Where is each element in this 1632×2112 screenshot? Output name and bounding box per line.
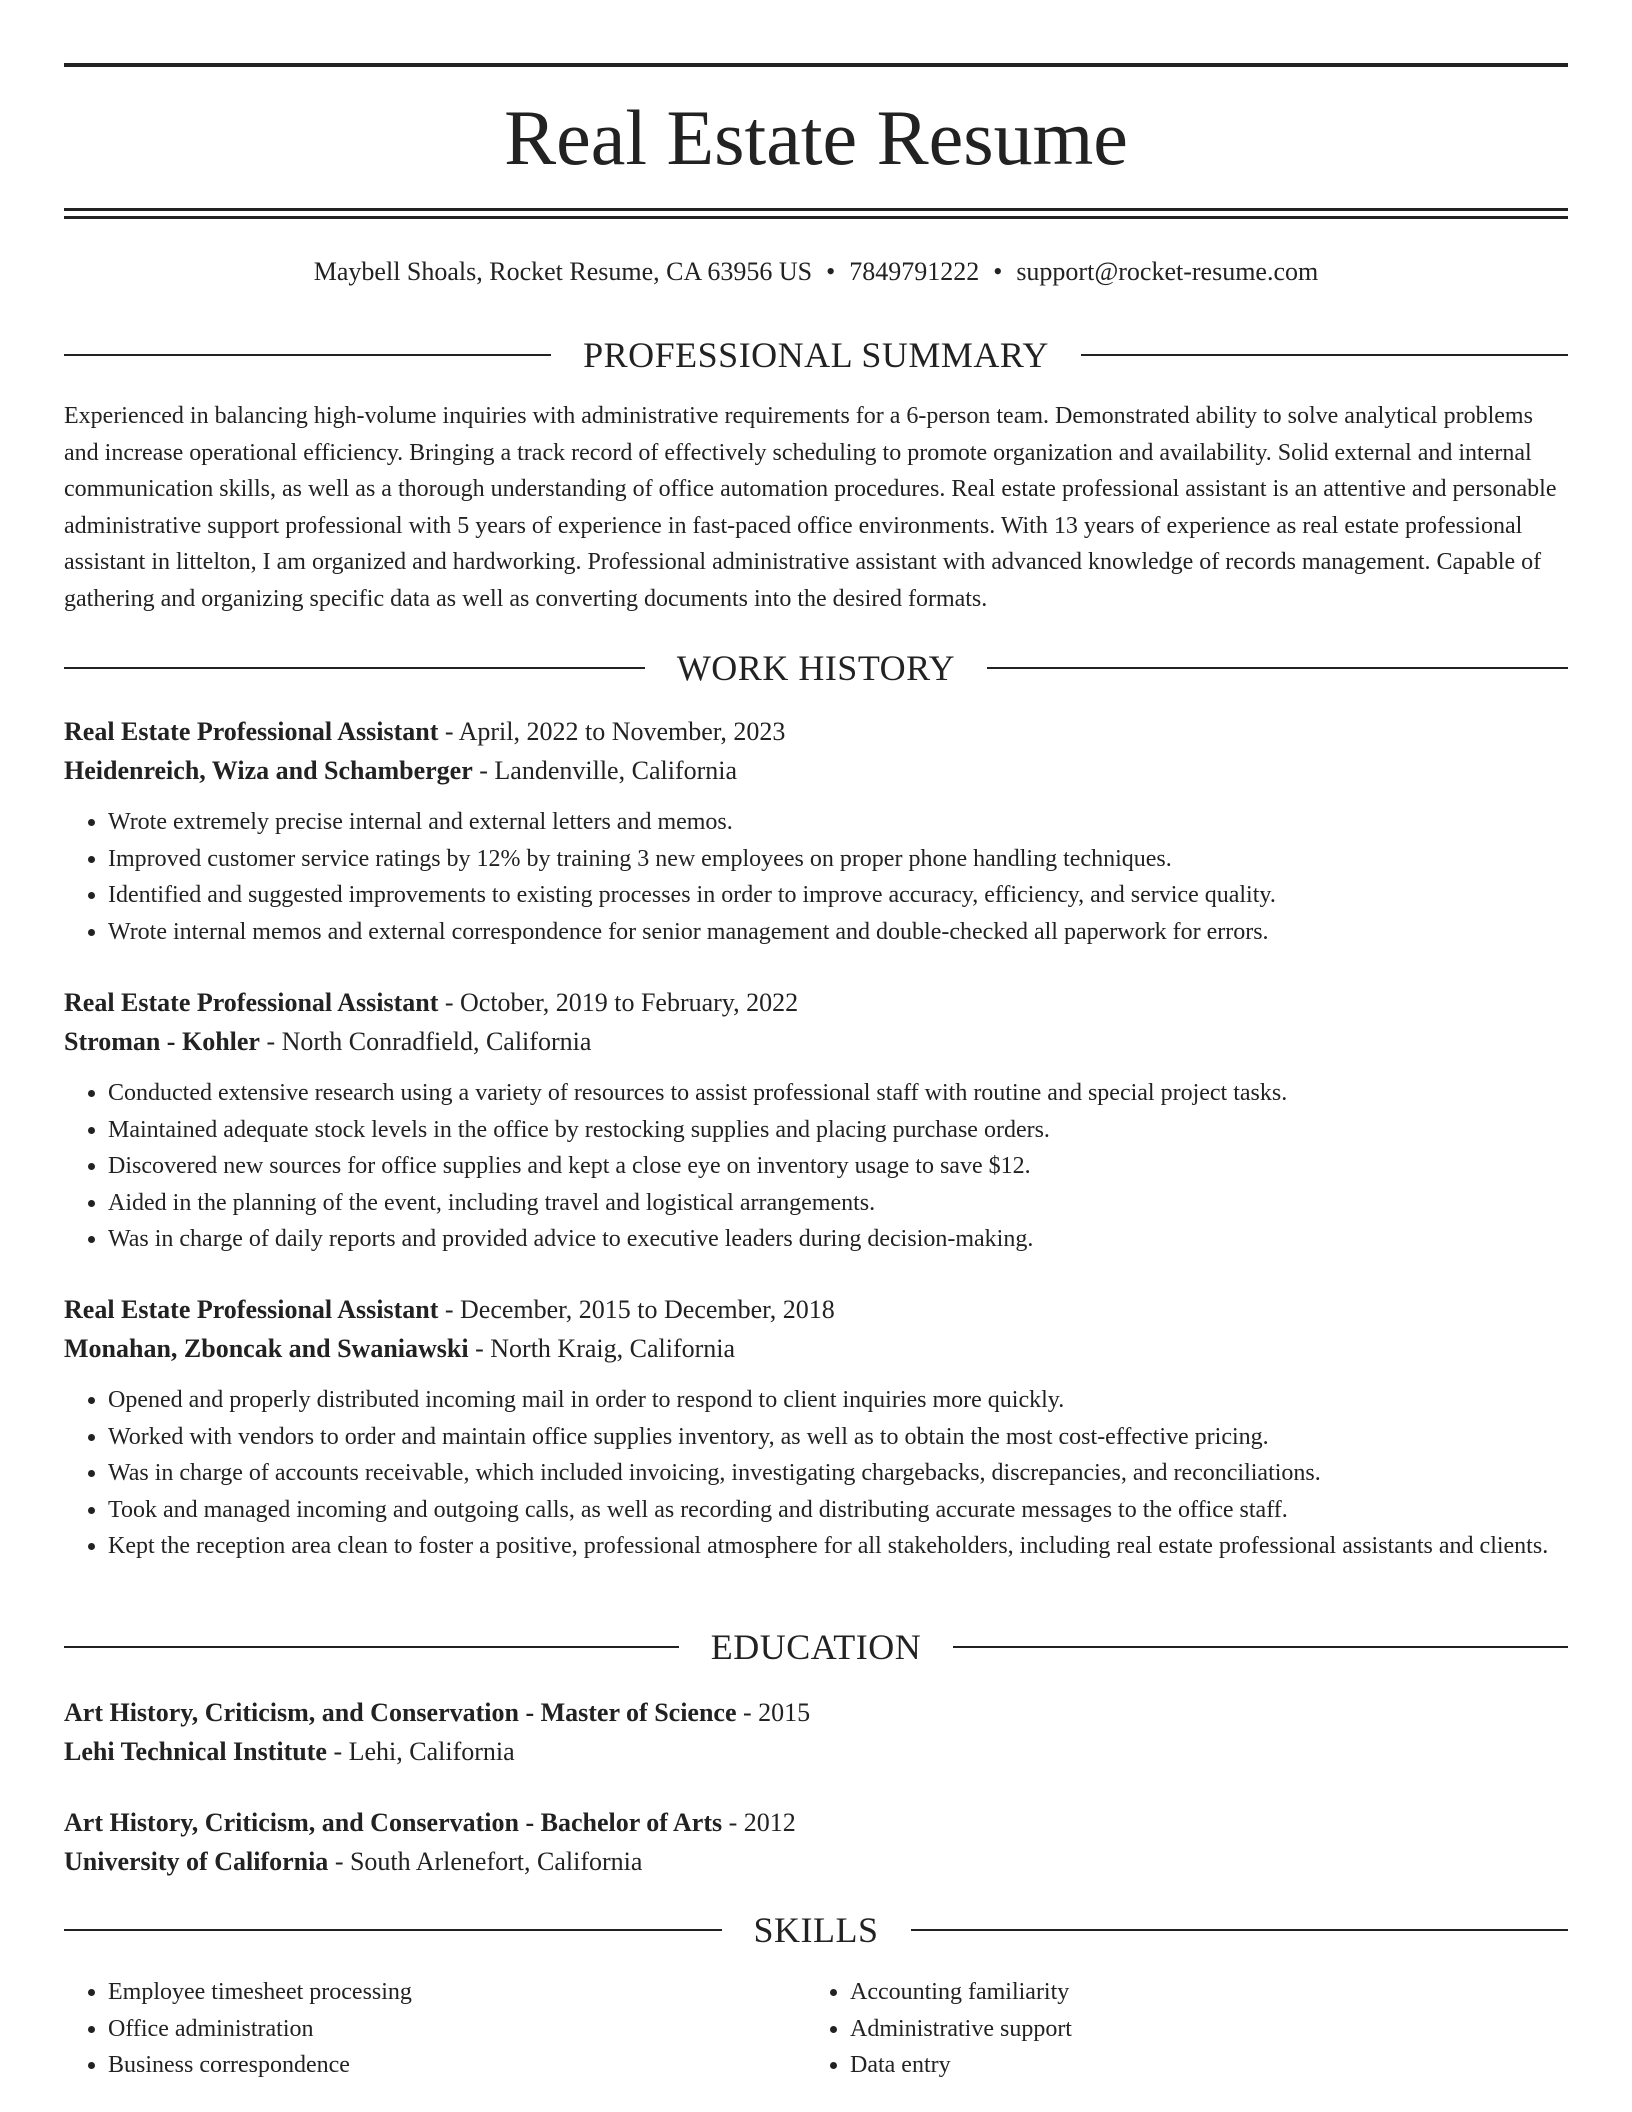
skills-column-right: [806, 1974, 1548, 2084]
job-title: Real Estate Professional Assistant: [64, 1295, 439, 1324]
list-item: • Took and managed incoming and outgoing calls, as well as recording and distributing accurate messages to the office staff.: [108, 1492, 1568, 1529]
education-location: - South Arlenefort, California: [334, 1847, 643, 1876]
list-item: • Improved customer service ratings by 12% by training 3 new employees on proper phone handling techniques.: [108, 841, 1568, 878]
heading-rule: [911, 1929, 1569, 1931]
section-heading-skills: [64, 1908, 1568, 1952]
job-bullets: [64, 804, 1568, 950]
contact-separator: •: [993, 257, 1003, 286]
job-entry: [64, 983, 1568, 1258]
job-dates: - October, 2019 to February, 2022: [444, 988, 799, 1017]
skill-item: • Accounting familiarity: [850, 1974, 1548, 2011]
heading-rule: [1081, 354, 1568, 356]
education-location: - Lehi, California: [333, 1737, 515, 1766]
contact-separator: •: [826, 257, 836, 286]
job-entry: [64, 1290, 1568, 1565]
contact-line: [64, 254, 1568, 290]
section-title: WORK HISTORY: [676, 648, 956, 688]
heading-rule: [953, 1646, 1568, 1648]
education-entry: [64, 1693, 1568, 1771]
section-title: EDUCATION: [710, 1627, 922, 1667]
heading-rule: [64, 354, 551, 356]
list-item: • Was in charge of daily reports and provided advice to executive leaders during decision-making.: [108, 1221, 1568, 1258]
heading-rule: [987, 667, 1568, 669]
education-year: - 2015: [743, 1698, 811, 1727]
list-item: • Was in charge of accounts receivable, which included invoicing, investigating chargebacks, discrepancies, and reconciliations.: [108, 1455, 1568, 1492]
education-degree: Art History, Criticism, and Conservation - Master of Science: [64, 1698, 737, 1727]
heading-rule: [64, 1929, 722, 1931]
education-school: University of California: [64, 1847, 329, 1876]
job-location: - Landenville, California: [479, 756, 738, 785]
list-item: • Worked with vendors to order and maintain office supplies inventory, as well as to obtain the most cost-effective pricing.: [108, 1419, 1568, 1456]
page-title: Real Estate Resume: [504, 94, 1128, 181]
skill-item: • Business correspondence: [108, 2047, 806, 2084]
top-rule: [64, 63, 1568, 67]
heading-rule: [64, 667, 645, 669]
job-location: - North Kraig, California: [475, 1334, 736, 1363]
education-school: Lehi Technical Institute: [64, 1737, 327, 1766]
list-item: • Aided in the planning of the event, including travel and logistical arrangements.: [108, 1185, 1568, 1222]
contact-address: Maybell Shoals, Rocket Resume, CA 63956 US: [313, 257, 813, 286]
list-item: • Identified and suggested improvements to existing processes in order to improve accuracy, efficiency, and service quality.: [108, 877, 1568, 914]
summary-text: Experienced in balancing high-volume inquiries with administrative requirements for a 6-person team. Demonstrated ability to solve analytical problems and increase operational efficiency. Bringing a track record of effectively scheduling to promote organization and availability. Solid external and internal communication skills, as well as a thorough understanding of office automation procedures. Real estate professional assistant is an attentive and personable administrative support professional with 5 years of experience in fast-paced office environments. With 13 years of experience as real estate professional assistant in littelton, I am organized and hardworking. Professional administrative assistant with advanced knowledge of records management. Capable of gathering and organizing specific data as well as converting documents into the desired formats.: [64, 403, 1557, 612]
section-heading-education: [64, 1625, 1568, 1669]
title-rule-lower: [64, 216, 1568, 219]
section-title: SKILLS: [753, 1910, 879, 1950]
job-dates: - December, 2015 to December, 2018: [444, 1295, 835, 1324]
job-company: Monahan, Zboncak and Swaniawski: [64, 1334, 469, 1363]
job-bullets: [64, 1075, 1568, 1258]
heading-rule: [64, 1646, 679, 1648]
list-item: • Maintained adequate stock levels in the office by restocking supplies and placing purchase orders.: [108, 1112, 1568, 1149]
education-degree: Art History, Criticism, and Conservation - Bachelor of Arts: [64, 1808, 723, 1837]
skill-item: • Employee timesheet processing: [108, 1974, 806, 2011]
job-entry: [64, 712, 1568, 950]
job-title: Real Estate Professional Assistant: [64, 988, 439, 1017]
job-title: Real Estate Professional Assistant: [64, 717, 439, 746]
job-bullets: [64, 1382, 1568, 1565]
list-item: • Opened and properly distributed incoming mail in order to respond to client inquiries more quickly.: [108, 1382, 1568, 1419]
list-item: • Wrote internal memos and external correspondence for senior management and double-checked all paperwork for errors.: [108, 914, 1568, 951]
skill-item: • Office administration: [108, 2011, 806, 2048]
section-heading-work: [64, 646, 1568, 690]
title-rule-upper: [64, 208, 1568, 211]
skills-column-left: [64, 1974, 806, 2084]
skill-item: • Data entry: [850, 2047, 1548, 2084]
skill-item: • Administrative support: [850, 2011, 1548, 2048]
list-item: • Wrote extremely precise internal and external letters and memos.: [108, 804, 1568, 841]
list-item: • Conducted extensive research using a variety of resources to assist professional staff with routine and special project tasks.: [108, 1075, 1568, 1112]
contact-email: support@rocket-resume.com: [1016, 257, 1319, 286]
education-entry: [64, 1803, 1568, 1881]
section-heading-summary: [64, 333, 1568, 377]
section-title: PROFESSIONAL SUMMARY: [583, 335, 1049, 375]
job-company: Stroman - Kohler: [64, 1027, 260, 1056]
job-company: Heidenreich, Wiza and Schamberger: [64, 756, 473, 785]
list-item: • Discovered new sources for office supplies and kept a close eye on inventory usage to save $12.: [108, 1148, 1568, 1185]
education-year: - 2012: [728, 1808, 796, 1837]
list-item: • Kept the reception area clean to foster a positive, professional atmosphere for all stakeholders, including real estate professional assistants and clients.: [108, 1528, 1568, 1565]
job-dates: - April, 2022 to November, 2023: [444, 717, 786, 746]
skills-list: [64, 1974, 1568, 2084]
job-location: - North Conradfield, California: [266, 1027, 592, 1056]
contact-phone: 7849791222: [849, 257, 980, 286]
